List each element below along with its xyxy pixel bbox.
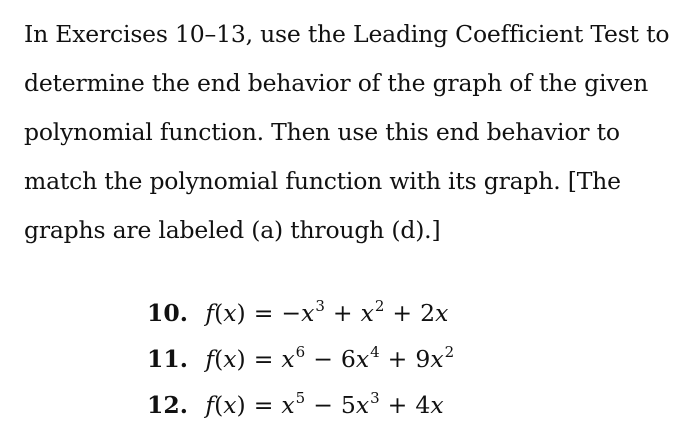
exercise-number: 12.: [147, 391, 188, 419]
polynomial-expression: $f(x) = x^5 - 5x^3 + 4x$: [205, 389, 444, 419]
operator: +: [387, 391, 408, 419]
term-variable: x: [301, 299, 315, 327]
exercise-item: [147, 382, 454, 428]
function-variable: x: [223, 299, 237, 327]
term-coefficient: 4: [415, 391, 431, 419]
term-coefficient: 9: [415, 345, 431, 373]
operator: +: [392, 299, 413, 327]
function-name: f: [205, 299, 215, 327]
operator: +: [332, 299, 353, 327]
function-variable: x: [223, 391, 237, 419]
exercise-number: 11.: [147, 345, 188, 373]
term-variable: x: [430, 345, 444, 373]
function-variable: x: [223, 345, 237, 373]
operator: +: [387, 345, 408, 373]
equals-sign: =: [253, 391, 274, 419]
term-exponent: 3: [370, 389, 380, 407]
term-variable: x: [355, 391, 370, 419]
exercise-item: [147, 336, 454, 382]
instruction-line: polynomial function. Then use this end behavior to: [24, 118, 620, 146]
term-exponent: 2: [444, 343, 455, 361]
exercise-number: 10.: [147, 299, 188, 327]
exercise-instructions: [24, 10, 696, 255]
function-name: f: [205, 345, 215, 373]
equals-sign: =: [253, 299, 274, 327]
exercise-list: [147, 290, 454, 428]
term-exponent: 4: [370, 343, 380, 361]
instruction-line: In Exercises 10–13, use the Leading Coefficient Test to: [24, 20, 670, 48]
equals-sign: =: [253, 345, 274, 373]
function-name: f: [205, 391, 215, 419]
term-variable: x: [430, 391, 444, 419]
exercise-item: [147, 290, 454, 336]
term-variable: x: [435, 299, 449, 327]
term-sign: −: [281, 299, 302, 327]
polynomial-expression: $f(x) = x^6 - 6x^4 + 9x^2$: [205, 343, 455, 373]
term-variable: x: [355, 345, 370, 373]
term-variable: x: [281, 391, 295, 419]
term-variable: x: [360, 299, 374, 327]
term-variable: x: [281, 345, 295, 373]
term-exponent: 6: [295, 343, 306, 361]
term-coefficient: 6: [340, 345, 356, 373]
instruction-line: determine the end behavior of the graph of the given: [24, 69, 649, 97]
operator: −: [313, 345, 333, 373]
term-exponent: 5: [295, 389, 306, 407]
term-coefficient: 2: [420, 299, 436, 327]
polynomial-expression: $f(x) = -x^3 + x^2 + 2x$: [205, 297, 449, 327]
instruction-line: match the polynomial function with its graph. [The: [24, 167, 621, 195]
term-exponent: 3: [315, 297, 325, 315]
term-coefficient: 5: [340, 391, 356, 419]
instruction-line: graphs are labeled (a) through (d).]: [24, 216, 441, 244]
term-exponent: 2: [374, 297, 385, 315]
operator: −: [313, 391, 333, 419]
